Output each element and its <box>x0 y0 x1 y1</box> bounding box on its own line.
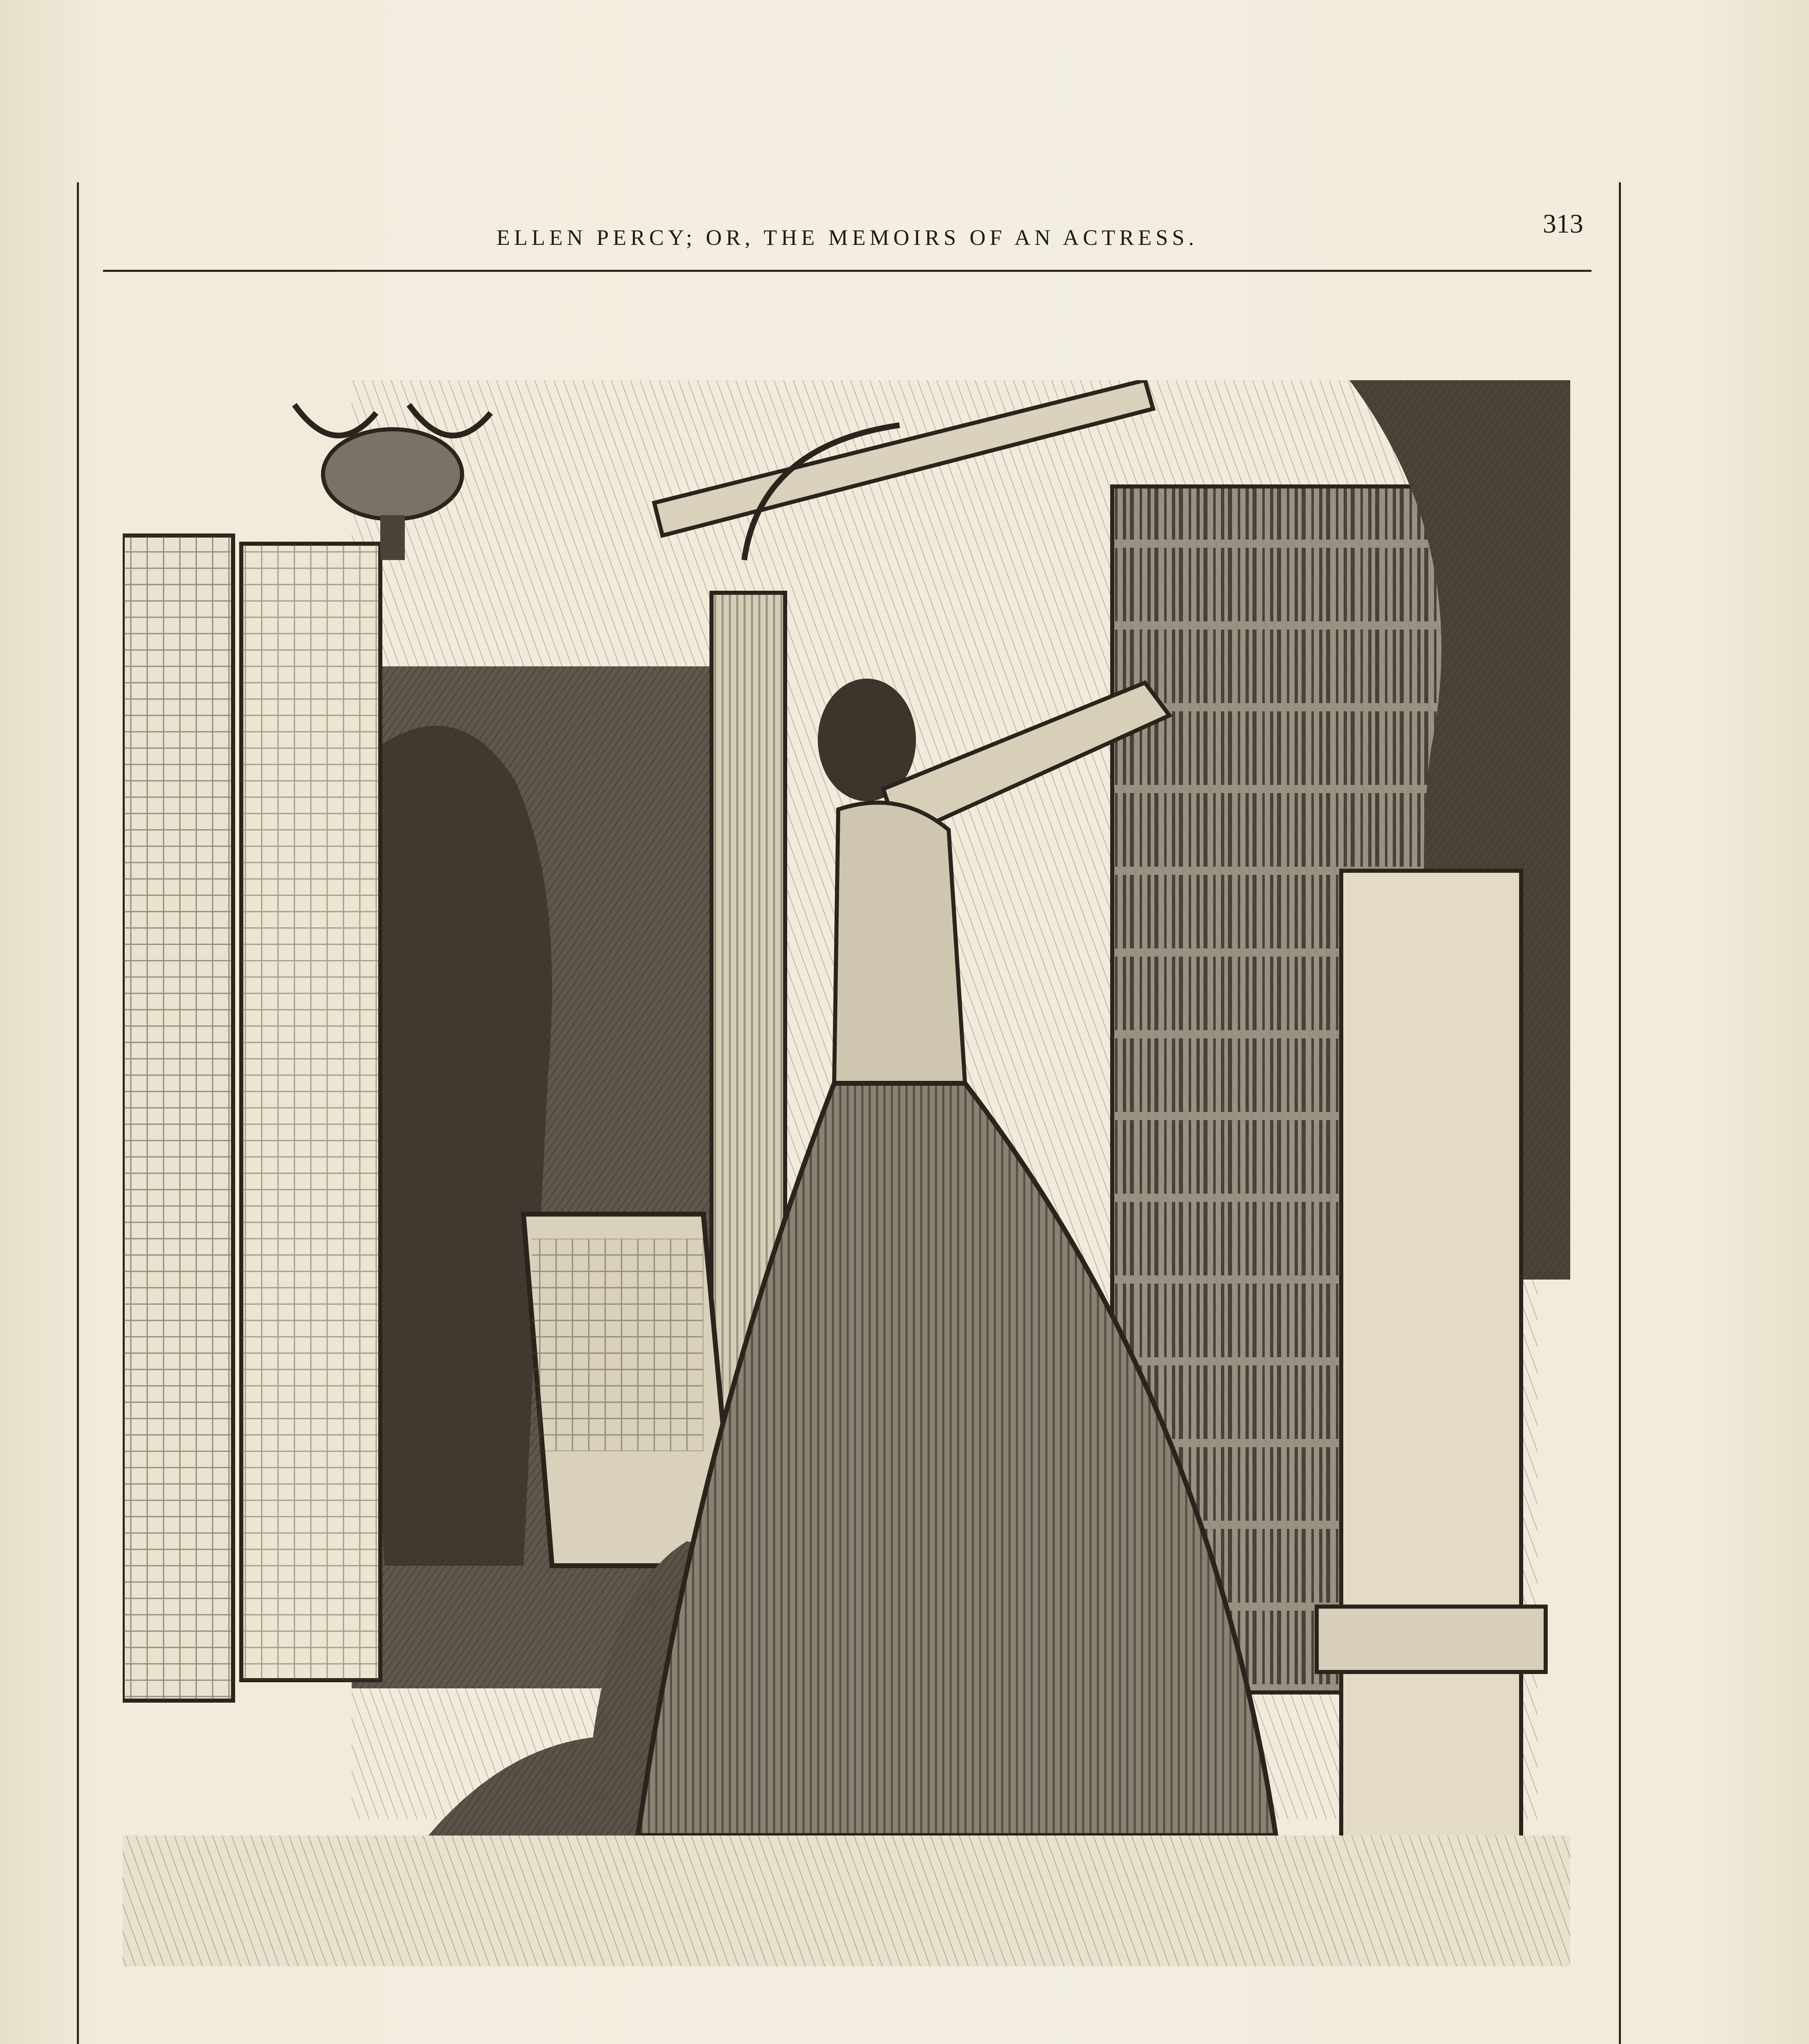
page-number: 313 <box>1543 209 1583 239</box>
running-head: ELLEN PERCY; OR, THE MEMOIRS OF AN ACTRESS. <box>496 225 1198 250</box>
page-header <box>103 204 1591 272</box>
engraving-illustration <box>123 380 1570 1966</box>
